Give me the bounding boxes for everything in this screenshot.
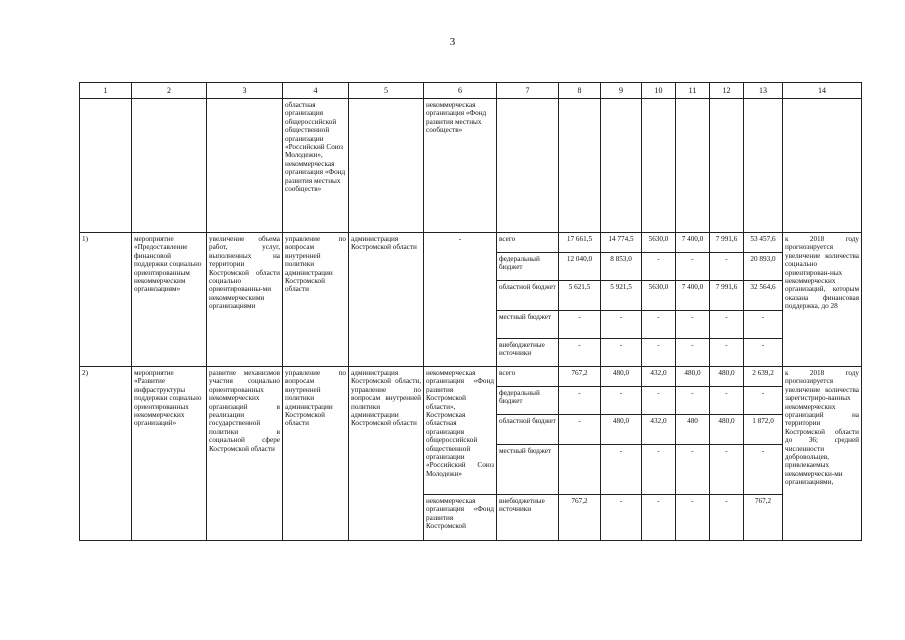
funding-source: местный бюджет xyxy=(497,445,559,495)
header-cell: 11 xyxy=(676,83,710,99)
header-cell: 6 xyxy=(424,83,497,99)
value-cell xyxy=(559,445,601,495)
row1-coexecutor: администрация Костромской области xyxy=(349,233,424,367)
value-cell: - xyxy=(710,445,744,495)
value-cell: - xyxy=(601,387,642,415)
header-cell: 3 xyxy=(207,83,283,99)
value-cell: 767,2 xyxy=(744,495,783,541)
value-cell: 767,2 xyxy=(559,495,601,541)
row2-number: 2) xyxy=(80,367,132,541)
funding-source: всего xyxy=(497,367,559,387)
value-cell: - xyxy=(642,253,676,281)
funding-source: областной бюджет xyxy=(497,281,559,311)
value-cell: 53 457,6 xyxy=(744,233,783,253)
row2-responsible: управление по вопросам внутренней политики администрации Костромской области xyxy=(283,367,349,541)
funding-source: внебюджетные источники xyxy=(497,339,559,367)
row1-participants: - xyxy=(424,233,497,367)
funding-source: федеральный бюджет xyxy=(497,387,559,415)
value-cell: 5630,0 xyxy=(642,233,676,253)
header-cell: 4 xyxy=(283,83,349,99)
value-cell: 7 400,0 xyxy=(676,233,710,253)
value-cell: - xyxy=(642,311,676,339)
row2-line-total xyxy=(80,367,862,387)
value-cell: - xyxy=(559,311,601,339)
value-cell: 20 893,0 xyxy=(744,253,783,281)
value-cell: 767,2 xyxy=(559,367,601,387)
header-cell: 2 xyxy=(132,83,207,99)
value-cell: 2 639,2 xyxy=(744,367,783,387)
page-number: 3 xyxy=(449,36,456,48)
row2-goal: развитие механизмов участия социально ориентированных некоммерческих организаций в реализации государственной политики в социальной сфере Костромской области xyxy=(207,367,283,541)
row1-line-total xyxy=(80,233,862,253)
value-cell: - xyxy=(676,339,710,367)
header-cell: 12 xyxy=(710,83,744,99)
row2-participants: некоммерческая организация «Фонд развития Костромской области», Костромская областная организация общероссийской общественной организации «Российский Союз Молодежи» xyxy=(424,367,497,495)
value-cell: - xyxy=(676,387,710,415)
row2-coexecutor: администрация Костромской области, управление по вопросам внутренней политики администрации Костромской области xyxy=(349,367,424,541)
value-cell: 480 xyxy=(676,415,710,445)
row2-result: к 2018 году прогнозируется увеличение количества зарегистриро-ванных некоммерческих организаций на территории Костромской области до 36; средней численности добровольцев, привлекаемых некоммерчески-ми организациями, xyxy=(783,367,862,541)
value-cell: - xyxy=(601,445,642,495)
continuation-row xyxy=(80,99,862,233)
cont-col4: областная организация общероссийской общественной организации «Российский Союз Молодежи», некоммерческая организация «Фонд развития местных сообществ» xyxy=(283,99,349,233)
value-cell: - xyxy=(710,311,744,339)
funding-source: местный бюджет xyxy=(497,311,559,339)
value-cell: - xyxy=(710,253,744,281)
value-cell: 480,0 xyxy=(676,367,710,387)
value-cell: - xyxy=(744,339,783,367)
value-cell: - xyxy=(676,311,710,339)
value-cell: - xyxy=(559,387,601,415)
value-cell: 432,0 xyxy=(642,367,676,387)
header-row xyxy=(80,83,862,99)
header-cell: 7 xyxy=(497,83,559,99)
row1-goal: увеличение объема работ, услуг, выполненных на территории Костромской области социально ориентированны-ми некоммерческими организациями xyxy=(207,233,283,367)
value-cell: - xyxy=(744,445,783,495)
header-cell: 14 xyxy=(783,83,862,99)
value-cell: - xyxy=(676,445,710,495)
value-cell: - xyxy=(744,387,783,415)
value-cell: - xyxy=(710,339,744,367)
header-cell: 1 xyxy=(80,83,132,99)
row2-participants-extra: некоммерческая организация «Фонд развития Костромской xyxy=(424,495,497,541)
value-cell: 7 991,6 xyxy=(710,281,744,311)
header-cell: 8 xyxy=(559,83,601,99)
program-table xyxy=(79,82,862,541)
funding-source: областной бюджет xyxy=(497,415,559,445)
value-cell: 1 872,0 xyxy=(744,415,783,445)
value-cell: - xyxy=(642,445,676,495)
value-cell: 17 661,5 xyxy=(559,233,601,253)
row1-result: к 2018 году прогнозируется увеличение количества социально ориентирован-ных некоммерческих организаций, которым оказана финансовая поддержка, до 28 xyxy=(783,233,862,367)
value-cell: 5 921,5 xyxy=(601,281,642,311)
row2-event: мероприятие «Развитие инфраструктуры поддержки социально ориентированных некоммерческих организаций» xyxy=(132,367,207,541)
value-cell: - xyxy=(642,495,676,541)
value-cell: - xyxy=(710,495,744,541)
row1-number: 1) xyxy=(80,233,132,367)
value-cell: - xyxy=(642,339,676,367)
cont-col6: некоммерческая организация «Фонд развития местных сообществ» xyxy=(424,99,497,233)
value-cell: 14 774,5 xyxy=(601,233,642,253)
value-cell: - xyxy=(559,415,601,445)
value-cell: 8 853,0 xyxy=(601,253,642,281)
funding-source: всего xyxy=(497,233,559,253)
value-cell: 12 040,0 xyxy=(559,253,601,281)
value-cell: 7 991,6 xyxy=(710,233,744,253)
funding-source: внебюджетные источники xyxy=(497,495,559,541)
value-cell: - xyxy=(676,495,710,541)
value-cell: - xyxy=(710,387,744,415)
header-cell: 10 xyxy=(642,83,676,99)
value-cell: 480,0 xyxy=(601,415,642,445)
value-cell: - xyxy=(601,495,642,541)
value-cell: 480,0 xyxy=(601,367,642,387)
row1-responsible: управление по вопросам внутренней политики администрации Костромской области xyxy=(283,233,349,367)
value-cell: - xyxy=(676,253,710,281)
value-cell: - xyxy=(601,311,642,339)
value-cell: - xyxy=(601,339,642,367)
header-cell: 13 xyxy=(744,83,783,99)
value-cell: 32 564,6 xyxy=(744,281,783,311)
value-cell: 432,0 xyxy=(642,415,676,445)
value-cell: 7 400,0 xyxy=(676,281,710,311)
value-cell: 5 621,5 xyxy=(559,281,601,311)
header-cell: 5 xyxy=(349,83,424,99)
header-cell: 9 xyxy=(601,83,642,99)
value-cell: 480,0 xyxy=(710,367,744,387)
value-cell: - xyxy=(642,387,676,415)
row1-event: мероприятие «Предоставление финансовой поддержки социально ориентированным некоммерческим организациям» xyxy=(132,233,207,367)
value-cell: 480,0 xyxy=(710,415,744,445)
value-cell: - xyxy=(559,339,601,367)
funding-source: федеральный бюджет xyxy=(497,253,559,281)
value-cell: 5630,0 xyxy=(642,281,676,311)
value-cell: - xyxy=(744,311,783,339)
